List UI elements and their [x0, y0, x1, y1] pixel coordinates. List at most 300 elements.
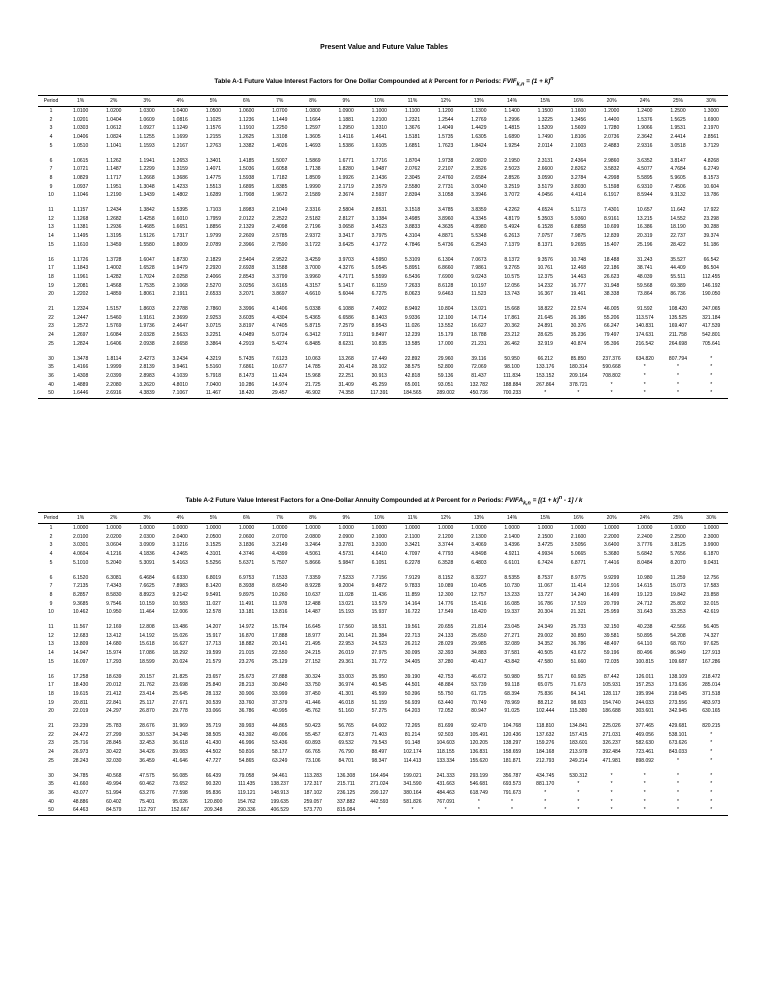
- factor-cell: 12.808: [139, 624, 155, 631]
- factor-cell: 14.785: [305, 364, 321, 371]
- factor-cell: 27.671: [172, 699, 188, 706]
- factor-cell: 13.181: [238, 609, 255, 616]
- factor-cell: 2.0600: [238, 533, 255, 540]
- period-cell: 20: [48, 708, 54, 715]
- factor-cell: *: [544, 789, 547, 796]
- period-cell: 11: [48, 624, 54, 631]
- factor-cell: 1.5869: [305, 157, 321, 164]
- factor-cell: 155.620: [469, 757, 488, 764]
- factor-cell: 3.7129: [703, 142, 719, 149]
- factor-cell: 12.375: [537, 273, 553, 280]
- table-row: [38, 658, 728, 667]
- factor-cell: 56.939: [404, 699, 421, 706]
- factor-cell: 12.468: [570, 265, 587, 272]
- factor-cell: 10.197: [471, 282, 487, 289]
- factor-cell: 1.0000: [139, 525, 155, 531]
- factor-cell: 81.699: [438, 723, 454, 730]
- table-row: [38, 256, 728, 265]
- factor-cell: 66.765: [305, 749, 321, 756]
- factor-cell: 2.5182: [305, 215, 321, 222]
- factor-cell: 169.407: [668, 323, 687, 330]
- factor-cell: 20.304: [537, 609, 553, 616]
- period-cell: 18: [48, 690, 54, 697]
- factor-cell: 37.450: [305, 690, 321, 697]
- factor-cell: 244.033: [635, 699, 654, 706]
- factor-cell: 17.000: [438, 340, 454, 347]
- factor-cell: 15.073: [670, 583, 686, 590]
- factor-cell: 17.861: [504, 314, 520, 321]
- factor-cell: 22.953: [338, 641, 354, 648]
- factor-cell: 573.770: [303, 807, 322, 814]
- factor-cell: 1.6289: [205, 192, 221, 199]
- factor-cell: 128.117: [602, 690, 621, 697]
- factor-cell: 5.5160: [205, 364, 221, 371]
- factor-cell: 40.995: [272, 708, 288, 715]
- table-row: [38, 533, 728, 542]
- factor-cell: 471.981: [602, 757, 621, 764]
- rate-header: 24%: [639, 98, 650, 104]
- factor-cell: 4.5077: [637, 166, 653, 173]
- factor-cell: 26.462: [504, 340, 520, 347]
- factor-cell: 8.2857: [72, 591, 89, 598]
- factor-cell: *: [676, 798, 679, 805]
- factor-cell: 2.0100: [72, 533, 89, 540]
- factor-cell: 29.457: [272, 390, 288, 397]
- factor-cell: *: [444, 807, 447, 814]
- table-row: [38, 608, 728, 617]
- factor-cell: 1.4685: [139, 224, 155, 231]
- factor-cell: 18.420: [471, 609, 487, 616]
- factor-cell: 4.7171: [338, 273, 354, 280]
- factor-cell: 1.0927: [139, 125, 155, 132]
- rate-header: 25%: [672, 98, 683, 104]
- factor-cell: 5.1010: [72, 559, 89, 566]
- factor-cell: 5.0724: [272, 332, 288, 339]
- factor-cell: 84.579: [106, 807, 122, 814]
- factor-cell: 114.413: [403, 757, 422, 764]
- factor-cell: 4.3101: [205, 551, 221, 558]
- period-cell: 15: [48, 241, 54, 248]
- factor-cell: 44.501: [404, 682, 421, 689]
- factor-cell: 60.402: [106, 798, 122, 805]
- factor-cell: 8.1573: [703, 174, 719, 181]
- table-row: [38, 124, 728, 133]
- factor-cell: 1.2299: [139, 166, 155, 173]
- factor-cell: 1.0000: [570, 525, 587, 531]
- factor-cell: 1.7716: [371, 157, 387, 164]
- factor-cell: 21.762: [139, 682, 155, 689]
- factor-cell: 1.4026: [272, 142, 288, 149]
- factor-cell: 12.100: [438, 314, 454, 321]
- factor-cell: 3.3421: [404, 542, 421, 549]
- factor-cell: 7.4416: [603, 559, 620, 566]
- factor-cell: 3.4785: [438, 207, 454, 214]
- factor-cell: 1.7103: [205, 207, 221, 214]
- factor-cell: 15.618: [139, 641, 155, 648]
- factor-cell: 23.414: [139, 690, 155, 697]
- factor-cell: *: [378, 807, 381, 814]
- factor-cell: 16.367: [537, 291, 553, 298]
- factor-cell: 138.297: [502, 740, 522, 747]
- factor-cell: 65.001: [404, 381, 421, 388]
- factor-cell: 342.945: [668, 708, 687, 715]
- factor-cell: 10.604: [703, 183, 719, 190]
- factor-cell: 417.539: [702, 323, 721, 330]
- table-row: [38, 722, 728, 731]
- factor-cell: 2.1950: [504, 157, 520, 164]
- factor-cell: 71.673: [570, 682, 587, 689]
- factor-cell: 8.7537: [537, 574, 553, 581]
- factor-cell: 19.842: [670, 591, 686, 598]
- factor-cell: 2.0114: [537, 142, 553, 149]
- factor-cell: 17.449: [371, 355, 387, 362]
- factor-cell: 1.6895: [238, 183, 255, 190]
- factor-cell: 64.110: [637, 641, 653, 648]
- period-cell: 1: [49, 108, 53, 114]
- factor-cell: 1.3159: [172, 166, 188, 173]
- factor-cell: 1.3605: [305, 134, 321, 141]
- factor-cell: 30.422: [106, 749, 122, 756]
- factor-cell: 337.882: [337, 798, 356, 805]
- factor-cell: 5.7656: [670, 551, 686, 558]
- factor-cell: 1.9738: [438, 157, 454, 164]
- factor-cell: 431.663: [436, 781, 455, 788]
- factor-cell: 791.673: [502, 789, 522, 796]
- factor-cell: 2.8526: [504, 174, 520, 181]
- factor-cell: 16.786: [537, 600, 553, 607]
- factor-cell: 24.891: [537, 323, 553, 330]
- factor-cell: 24.297: [106, 708, 122, 715]
- factor-cell: 47.727: [205, 757, 221, 764]
- factor-cell: 3.9703: [338, 256, 354, 263]
- factor-cell: *: [610, 390, 613, 397]
- factor-cell: 24.215: [305, 650, 321, 657]
- factor-cell: 1.5938: [238, 174, 255, 181]
- factor-cell: 51.660: [570, 658, 587, 665]
- table-row: [38, 748, 728, 757]
- factor-cell: 186.688: [602, 708, 621, 715]
- factor-cell: 3.0715: [205, 323, 221, 330]
- period-cell: 50: [48, 807, 54, 814]
- factor-cell: 4.0489: [238, 332, 255, 339]
- factor-cell: 1.6900: [703, 116, 719, 123]
- factor-cell: 72.052: [438, 708, 454, 715]
- factor-cell: 18.190: [670, 224, 686, 231]
- factor-cell: 29.361: [338, 658, 354, 665]
- factor-cell: 1.6851: [404, 142, 421, 149]
- factor-cell: 46.902: [305, 390, 321, 397]
- factor-cell: 25.959: [603, 609, 620, 616]
- table-row: [38, 381, 728, 390]
- factor-cell: 12.300: [438, 591, 454, 598]
- factor-cell: 25.783: [106, 723, 122, 730]
- factor-cell: 50.950: [504, 355, 520, 362]
- factor-cell: 6.2749: [703, 166, 719, 173]
- factor-cell: 1.7959: [205, 215, 221, 222]
- factor-cell: 1.2190: [106, 192, 122, 199]
- factor-cell: 7.4002: [371, 306, 387, 313]
- factor-cell: 14.463: [570, 273, 587, 280]
- period-cell: 6: [49, 157, 53, 164]
- factor-cell: 14.192: [139, 632, 155, 639]
- factor-cell: 241.333: [436, 772, 455, 779]
- factor-cell: 93.051: [438, 381, 454, 388]
- factor-cell: 95.026: [172, 798, 188, 805]
- factor-cell: 42.566: [670, 624, 686, 631]
- factor-cell: 1.1487: [106, 166, 122, 173]
- factor-cell: 1.4308: [72, 372, 89, 379]
- factor-cell: *: [610, 789, 613, 796]
- factor-cell: 2.0328: [139, 332, 155, 339]
- factor-cell: 1.0500: [205, 108, 221, 114]
- table-row: [38, 550, 728, 559]
- period-cell: 4: [49, 551, 53, 558]
- factor-cell: 16.722: [404, 609, 421, 616]
- factor-cell: 8.0484: [637, 559, 653, 566]
- factor-cell: 37.379: [272, 699, 288, 706]
- factor-cell: *: [676, 789, 679, 796]
- factor-cell: 1.5609: [570, 125, 587, 132]
- factor-cell: 1.1961: [72, 273, 89, 280]
- factor-cell: 6.1528: [537, 224, 553, 231]
- factor-cell: 1.4429: [471, 125, 487, 132]
- factor-cell: *: [710, 772, 713, 779]
- factor-cell: 80.947: [471, 708, 487, 715]
- period-cell: 21: [48, 723, 54, 730]
- factor-cell: 1.8603: [139, 306, 155, 313]
- factor-cell: 54.865: [238, 757, 255, 764]
- factor-cell: 117.391: [370, 390, 389, 397]
- table-row: [38, 640, 728, 649]
- factor-cell: 21.321: [570, 609, 587, 616]
- factor-cell: 120.436: [502, 731, 522, 738]
- factor-cell: 6.1051: [371, 559, 387, 566]
- factor-cell: 86.736: [670, 291, 686, 298]
- factor-cell: 55.511: [670, 273, 686, 280]
- factor-cell: 1.0300: [139, 108, 155, 114]
- factor-cell: 6.1088: [338, 306, 354, 313]
- factor-cell: 1.1951: [106, 183, 122, 190]
- factor-cell: 530.312: [569, 772, 588, 779]
- factor-cell: 2.3579: [371, 183, 387, 190]
- factor-cell: 1.2950: [338, 125, 354, 132]
- factor-cell: 1.3401: [205, 157, 221, 164]
- factor-cell: 3.2149: [272, 542, 288, 549]
- factor-cell: 28.243: [72, 757, 89, 764]
- period-cell: 10: [48, 609, 54, 616]
- table-row: [38, 789, 728, 798]
- factor-cell: 3.5832: [603, 166, 620, 173]
- factor-cell: 1.6890: [504, 134, 520, 141]
- rate-header: 2%: [110, 515, 118, 521]
- factor-cell: 2.6533: [205, 291, 221, 298]
- factor-cell: 36.786: [570, 641, 587, 648]
- factor-cell: 1.1400: [504, 108, 520, 114]
- factor-cell: 4.4399: [272, 551, 288, 558]
- factor-cell: 10.583: [172, 600, 188, 607]
- factor-cell: 20.362: [504, 323, 520, 330]
- factor-cell: *: [643, 781, 646, 788]
- table-row: [38, 142, 728, 151]
- factor-cell: 80.496: [637, 650, 653, 657]
- factor-cell: 2.5633: [172, 332, 188, 339]
- factor-cell: 13.215: [637, 215, 653, 222]
- rate-header: 4%: [176, 515, 184, 521]
- factor-cell: 72.265: [404, 723, 421, 730]
- factor-cell: 16.097: [72, 658, 89, 665]
- factor-cell: 7.4506: [670, 183, 686, 190]
- factor-cell: *: [643, 789, 646, 796]
- factor-cell: 3.7000: [305, 265, 321, 272]
- factor-cell: 10.637: [305, 591, 321, 598]
- factor-cell: 4.1772: [371, 241, 387, 248]
- factor-cell: 1.4185: [238, 157, 255, 164]
- factor-cell: 225.026: [602, 723, 621, 730]
- factor-cell: 26.186: [570, 314, 587, 321]
- factor-cell: 15.193: [338, 609, 354, 616]
- factor-cell: 5.1598: [603, 183, 620, 190]
- factor-cell: 34.883: [471, 650, 487, 657]
- factor-cell: 92.503: [438, 731, 454, 738]
- factor-cell: 4.1836: [139, 551, 155, 558]
- factor-cell: 8.5830: [106, 591, 122, 598]
- factor-cell: 293.199: [469, 772, 488, 779]
- factor-cell: 1.3048: [139, 183, 155, 190]
- period-cell: 19: [48, 699, 54, 706]
- factor-cell: 1.8385: [272, 183, 288, 190]
- factor-cell: 6.6330: [172, 574, 188, 581]
- factor-cell: 1.8983: [238, 207, 255, 214]
- factor-cell: 1.2500: [670, 108, 686, 114]
- factor-cell: 8.1473: [238, 372, 255, 379]
- factor-cell: 1.0000: [371, 525, 387, 531]
- table-a2-title: Table A-2 Future Value Interest Factors for a One-Dollar Annuity Compounded at k Percent for n Periods: $FVIFA_{k,n} = [(1 + k)^n - 1] / k$: [185, 495, 583, 507]
- factor-cell: 2.8983: [139, 372, 155, 379]
- factor-cell: 98.347: [371, 757, 387, 764]
- factor-cell: *: [511, 798, 513, 805]
- factor-cell: 4.8010: [172, 381, 188, 388]
- factor-cell: 97.625: [703, 641, 719, 648]
- factor-cell: 22.251: [338, 372, 354, 379]
- factor-cell: 118.155: [436, 749, 455, 756]
- rate-header: 12%: [440, 515, 451, 521]
- factor-cell: 1.0000: [471, 525, 487, 531]
- factor-cell: 1.4889: [72, 381, 89, 388]
- factor-cell: 5.6371: [238, 559, 255, 566]
- factor-cell: 5.5599: [371, 273, 387, 280]
- factor-cell: 767.091: [436, 798, 455, 805]
- factor-cell: 15.917: [205, 632, 221, 639]
- factor-cell: 3.6425: [338, 241, 354, 248]
- factor-cell: *: [577, 781, 580, 788]
- factor-cell: 3.1518: [404, 207, 421, 214]
- factor-cell: 1.1025: [205, 116, 221, 123]
- period-cell: 2: [49, 116, 53, 123]
- factor-cell: 14.776: [438, 600, 454, 607]
- factor-cell: 5.5895: [637, 174, 653, 181]
- factor-cell: 2.1049: [272, 207, 288, 214]
- factor-cell: 1.8106: [570, 134, 587, 141]
- factor-cell: 590.668: [602, 364, 621, 371]
- factor-cell: 33.999: [272, 690, 288, 697]
- factor-cell: 13.268: [338, 355, 354, 362]
- period-cell: 6: [49, 574, 53, 581]
- factor-cell: 1.9254: [504, 142, 520, 149]
- factor-cell: 31.772: [371, 658, 387, 665]
- factor-cell: 1.9926: [338, 174, 354, 181]
- factor-cell: 1.8114: [106, 355, 122, 362]
- period-cell: 5: [49, 142, 53, 149]
- factor-cell: 1.7623: [438, 142, 454, 149]
- factor-cell: 1.7182: [272, 174, 288, 181]
- factor-cell: 1.2434: [106, 207, 122, 214]
- factor-cell: 1.4258: [139, 215, 155, 222]
- factor-cell: 100.815: [635, 658, 654, 665]
- factor-cell: 7.7156: [371, 574, 387, 581]
- factor-cell: 17.888: [272, 632, 288, 639]
- factor-cell: 11.259: [670, 574, 686, 581]
- factor-cell: 1.0937: [72, 183, 89, 190]
- factor-cell: 1.0406: [72, 134, 89, 141]
- factor-cell: 6.1917: [603, 192, 620, 199]
- factor-cell: 1.2572: [72, 323, 89, 330]
- factor-cell: 118.810: [536, 723, 555, 730]
- rate-header: 10%: [374, 515, 385, 521]
- factor-cell: 30.906: [238, 690, 255, 697]
- factor-cell: 43.392: [238, 731, 255, 738]
- factor-cell: 21.384: [371, 632, 387, 639]
- factor-cell: 30.850: [570, 632, 587, 639]
- factor-cell: 21.814: [471, 624, 487, 631]
- factor-cell: 84.141: [570, 690, 587, 697]
- factor-cell: 5.4736: [438, 241, 454, 248]
- factor-cell: 36.459: [139, 757, 155, 764]
- rate-header: 2%: [110, 98, 118, 104]
- factor-cell: 33.750: [305, 682, 321, 689]
- factor-cell: 1.0000: [637, 525, 653, 531]
- factor-cell: 68.760: [670, 641, 686, 648]
- factor-cell: 104.768: [502, 723, 522, 730]
- factor-cell: 13.486: [172, 624, 188, 631]
- factor-cell: *: [710, 355, 713, 362]
- factor-cell: 1.5157: [106, 306, 122, 313]
- factor-cell: 634.820: [635, 355, 654, 362]
- factor-cell: 1.7317: [172, 233, 188, 240]
- factor-cell: 1.1717: [106, 174, 122, 181]
- factor-cell: 14.552: [670, 215, 686, 222]
- factor-cell: 2.6928: [238, 265, 255, 272]
- factor-cell: 55.457: [305, 731, 321, 738]
- factor-cell: *: [710, 749, 713, 756]
- period-cell: 11: [48, 207, 54, 214]
- factor-cell: *: [676, 807, 679, 814]
- factor-cell: 11.491: [239, 600, 254, 607]
- factor-cell: 14.240: [570, 591, 587, 598]
- table-row: [38, 372, 728, 381]
- factor-cell: 25.645: [172, 690, 188, 697]
- factor-cell: 5.4163: [172, 559, 188, 566]
- factor-cell: 3.0040: [471, 183, 487, 190]
- factor-cell: 7.2135: [72, 583, 89, 590]
- factor-cell: 12.757: [471, 591, 487, 598]
- factor-cell: 5.3109: [404, 256, 421, 263]
- period-cell: 30: [48, 355, 54, 362]
- factor-cell: 2.8127: [338, 215, 354, 222]
- factor-cell: 98.100: [504, 364, 520, 371]
- factor-cell: 1.1262: [106, 157, 122, 164]
- table-row: [38, 340, 728, 349]
- factor-cell: 12.169: [106, 624, 122, 631]
